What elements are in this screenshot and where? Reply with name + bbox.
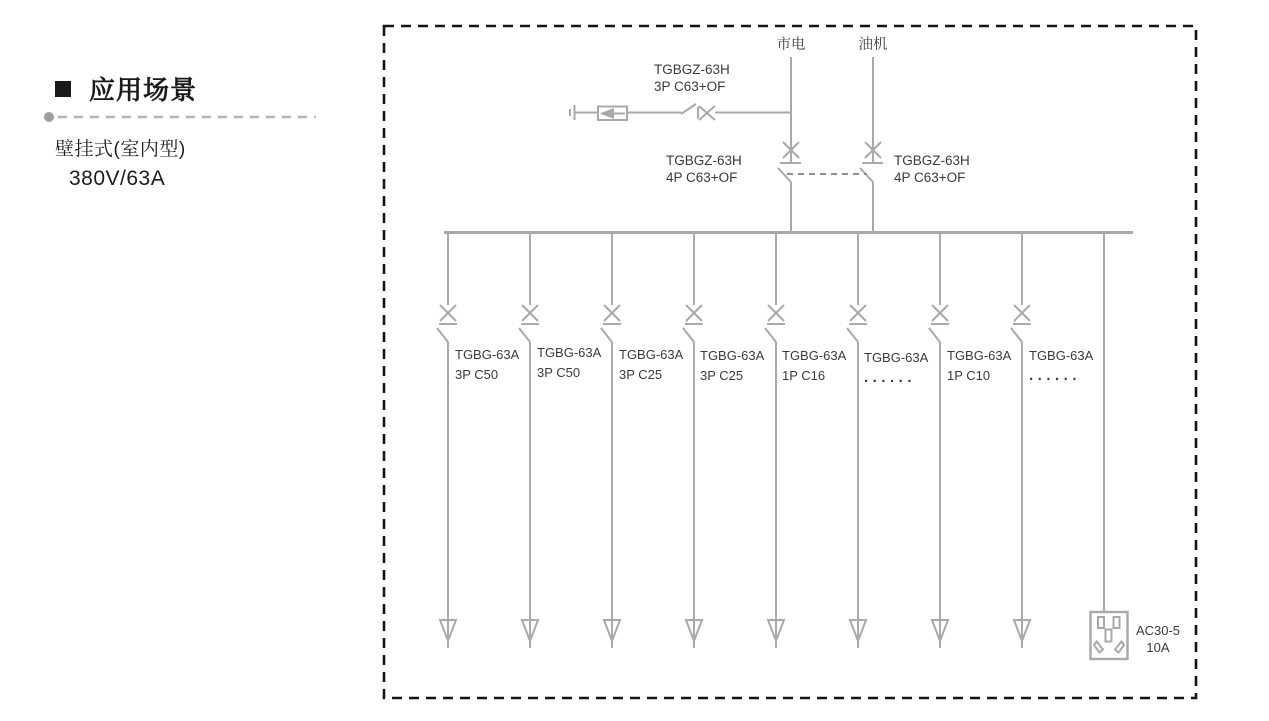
branch-7-rating: 1P C10 xyxy=(947,368,991,383)
branch-circuit-7 xyxy=(929,233,949,648)
spd-breaker-label xyxy=(654,61,730,95)
branch-4-model: TGBG-63A xyxy=(700,348,765,363)
branch-3-rating: 3P C25 xyxy=(619,367,663,382)
mains-transfer-breaker-symbol xyxy=(778,57,801,234)
ground-icon xyxy=(570,105,598,120)
branch-7-model: TGBG-63A xyxy=(947,348,1012,363)
branch-6-model: TGBG-63A xyxy=(864,350,929,365)
branch-7-label xyxy=(947,346,1027,386)
surge-protector-icon xyxy=(598,107,627,121)
branch-8-model: TGBG-63A xyxy=(1029,348,1094,363)
branch-circuit-1 xyxy=(437,233,457,648)
generator-transfer-breaker-symbol xyxy=(860,57,883,234)
branch-1-label xyxy=(455,345,535,385)
branch-3-model: TGBG-63A xyxy=(619,347,684,362)
socket-model: AC30-5 xyxy=(1135,623,1181,638)
branch-2-model: TGBG-63A xyxy=(537,345,602,360)
title-separator xyxy=(44,112,316,122)
branch-circuit-6 xyxy=(847,233,867,648)
branch-circuit-4 xyxy=(683,233,703,648)
transfer-right-rating: 4P C63+OF xyxy=(894,170,966,185)
branch-3-label xyxy=(619,345,699,385)
socket-icon xyxy=(1091,612,1128,659)
transfer-left-model: TGBGZ-63H xyxy=(666,153,742,168)
branch-1-rating: 3P C50 xyxy=(455,367,499,382)
branch-8-rating: ...... xyxy=(1029,367,1082,384)
branch-2-rating: 3P C50 xyxy=(537,365,581,380)
transfer-breaker-right-label xyxy=(894,152,970,186)
branch-circuit-5 xyxy=(765,233,785,648)
branch-6-label xyxy=(864,348,944,388)
voltage-spec-label: 380V/63A xyxy=(69,167,166,190)
socket-label xyxy=(1128,622,1188,656)
spd-breaker-rating: 3P C63+OF xyxy=(654,79,726,94)
branch-8-label xyxy=(1029,346,1109,386)
product-type-label: 壁挂式(室内型) xyxy=(55,139,186,160)
spd-breaker-symbol xyxy=(627,104,791,120)
branch-5-rating: 1P C16 xyxy=(782,368,826,383)
spd-breaker-model: TGBGZ-63H xyxy=(654,62,730,77)
transfer-right-model: TGBGZ-63H xyxy=(894,153,970,168)
branch-5-model: TGBG-63A xyxy=(782,348,847,363)
branch-circuit-3 xyxy=(601,233,621,648)
branch-2-label xyxy=(537,343,617,383)
transfer-left-rating: 4P C63+OF xyxy=(666,170,738,185)
section-title-text: 应用场景 xyxy=(89,75,198,105)
branch-4-label xyxy=(700,346,780,386)
branch-6-rating: ...... xyxy=(864,369,917,386)
transfer-breaker-left-label xyxy=(666,152,742,186)
socket-rating: 10A xyxy=(1146,640,1170,655)
branch-1-model: TGBG-63A xyxy=(455,347,520,362)
branch-circuit-8 xyxy=(1011,233,1031,648)
branch-circuit-2 xyxy=(519,233,539,648)
generator-source-label: 油机 xyxy=(858,37,888,53)
branch-4-rating: 3P C25 xyxy=(700,368,744,383)
mains-source-label: 市电 xyxy=(776,37,806,53)
branch-5-label xyxy=(782,346,862,386)
